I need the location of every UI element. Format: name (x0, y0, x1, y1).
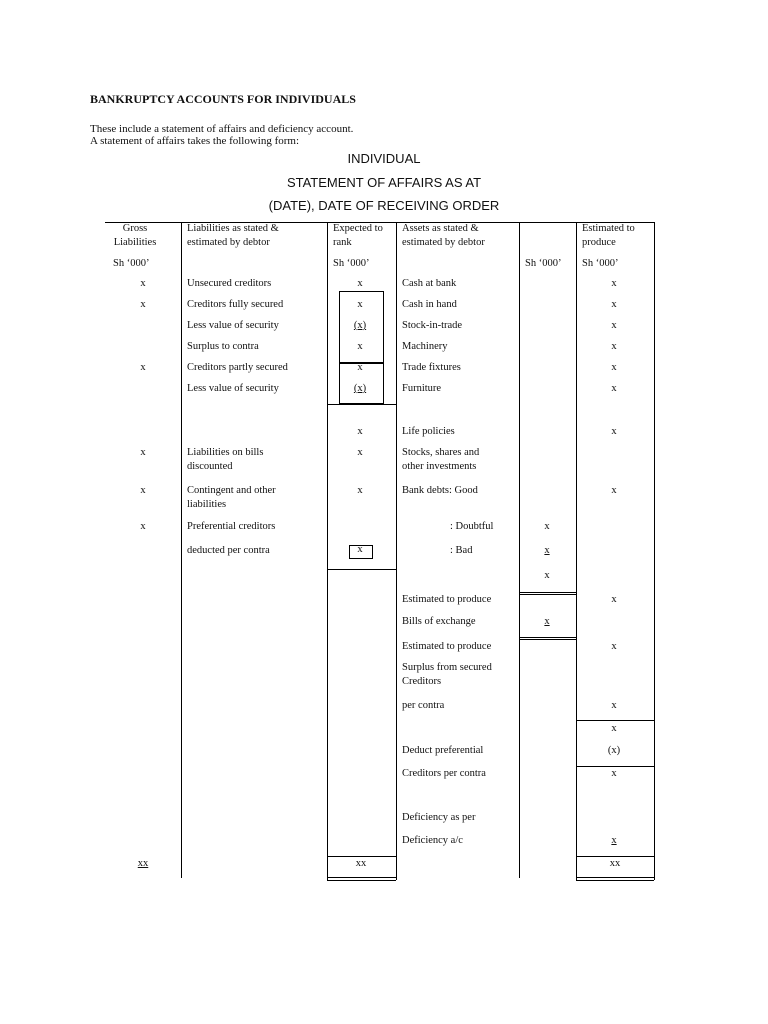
liab-surplus: Surplus to contra (187, 341, 259, 352)
mid-mark-4: x (544, 616, 550, 627)
exp-mark-5: x (357, 426, 363, 437)
col-divider-2 (327, 222, 328, 880)
header-gross: Gross Liabilities (113, 223, 157, 248)
asset-surplus-secured: Surplus from secured Creditors (402, 662, 492, 687)
header-estimated: Estimated to produce (582, 223, 635, 248)
asset-per-contra: per contra (402, 700, 445, 711)
unit-estimated: Sh ‘000’ (582, 258, 619, 269)
mid-rule-4 (519, 639, 576, 640)
exp-total: xx (355, 858, 367, 869)
exp-mark-6: x (357, 447, 363, 458)
unit-gross: Sh ‘000’ (113, 258, 150, 269)
gross-mark-4: x (140, 447, 146, 458)
est-mark-5: x (611, 362, 617, 373)
asset-bad: : Bad (450, 545, 473, 556)
exp-mark-2: x (357, 299, 363, 310)
est-mark-2: x (611, 299, 617, 310)
asset-creditors-contra: Creditors per contra (402, 768, 486, 779)
exp-double-2 (327, 880, 396, 881)
gross-mark-6: x (140, 521, 146, 532)
est-mark-9: x (611, 594, 617, 605)
col-divider-1 (181, 222, 182, 878)
exp-mark-4: x (357, 362, 363, 373)
col-divider-4 (519, 222, 520, 878)
mid-mark-2: x (544, 545, 550, 556)
est-rule-1 (576, 720, 654, 721)
gross-mark-5: x (140, 485, 146, 496)
est-mark-1: x (611, 278, 617, 289)
asset-deficiency-per: Deficiency as per (402, 812, 476, 823)
exp-double-1 (327, 877, 396, 878)
mid-rule-1 (519, 592, 576, 593)
unit-mid: Sh ‘000’ (525, 258, 562, 269)
exp-rule-1 (327, 404, 396, 405)
intro-line-1: These include a statement of affairs and deficiency account. (90, 123, 354, 135)
est-double-2 (576, 880, 654, 881)
est-double-1 (576, 877, 654, 878)
exp-neg-2: (x) (353, 383, 367, 394)
unit-expected: Sh ‘000’ (333, 258, 370, 269)
est-mark-14: x (611, 835, 617, 846)
liab-less-security-2: Less value of security (187, 383, 279, 394)
est-mark-13: x (611, 768, 617, 779)
liab-unsecured: Unsecured creditors (187, 278, 272, 289)
est-mark-11: x (611, 700, 617, 711)
asset-bills-exchange: Bills of exchange (402, 616, 476, 627)
title-individual: INDIVIDUAL (347, 151, 421, 166)
col-divider-5 (576, 222, 577, 880)
asset-investments: Stocks, shares and other investments (402, 447, 480, 472)
exp-mark-1: x (357, 278, 363, 289)
mid-rule-2 (519, 594, 576, 595)
est-mark-3: x (611, 320, 617, 331)
est-mark-4: x (611, 341, 617, 352)
asset-deduct-preferential: Deduct preferential (402, 745, 484, 756)
document-heading: BANKRUPTCY ACCOUNTS FOR INDIVIDUALS (90, 92, 356, 106)
est-neg: (x) (607, 745, 621, 756)
est-mark-8: x (611, 485, 617, 496)
exp-mark-8: x (357, 544, 363, 555)
asset-doubtful: : Doubtful (450, 521, 494, 532)
liab-partly-secured: Creditors partly secured (187, 362, 288, 373)
est-mark-12: x (611, 723, 617, 734)
gross-mark-2: x (140, 299, 146, 310)
asset-stock: Stock-in-trade (402, 320, 463, 331)
header-expected: Expected to rank (333, 223, 383, 248)
mid-mark-3: x (544, 570, 550, 581)
asset-cash-bank: Cash at bank (402, 278, 457, 289)
mid-mark-1: x (544, 521, 550, 532)
exp-mark-7: x (357, 485, 363, 496)
liab-fully-secured: Creditors fully secured (187, 299, 284, 310)
gross-mark-3: x (140, 362, 146, 373)
asset-estimated-1: Estimated to produce (402, 594, 492, 605)
est-total: xx (609, 858, 621, 869)
col-divider-6 (654, 222, 655, 880)
intro-line-2: A statement of affairs takes the following form: (90, 135, 300, 147)
exp-rule-2 (327, 569, 396, 570)
exp-mark-3: x (357, 341, 363, 352)
liab-deducted: deducted per contra (187, 545, 270, 556)
asset-bank-debts-good: Bank debts: Good (402, 485, 478, 496)
title-statement: STATEMENT OF AFFAIRS AS AT (286, 175, 482, 190)
est-mark-10: x (611, 641, 617, 652)
gross-mark-1: x (140, 278, 146, 289)
title-date: (DATE), DATE OF RECEIVING ORDER (268, 198, 500, 213)
gross-total: xx (137, 858, 149, 869)
asset-furniture: Furniture (402, 383, 442, 394)
liab-contingent: Contingent and other liabilities (187, 485, 276, 510)
est-mark-6: x (611, 383, 617, 394)
asset-fixtures: Trade fixtures (402, 362, 461, 373)
asset-cash-hand: Cash in hand (402, 299, 457, 310)
asset-life-policies: Life policies (402, 426, 455, 437)
asset-machinery: Machinery (402, 341, 448, 352)
header-assets: Assets as stated & estimated by debtor (402, 223, 485, 248)
liab-bills: Liabilities on bills discounted (187, 447, 264, 472)
mid-rule-3 (519, 637, 576, 638)
col-divider-3 (396, 222, 397, 880)
exp-neg-1: (x) (353, 320, 367, 331)
asset-deficiency-ac: Deficiency a/c (402, 835, 463, 846)
liab-preferential: Preferential creditors (187, 521, 276, 532)
asset-estimated-2: Estimated to produce (402, 641, 492, 652)
est-mark-7: x (611, 426, 617, 437)
liab-less-security-1: Less value of security (187, 320, 279, 331)
header-liabilities: Liabilities as stated & estimated by debtor (187, 223, 279, 248)
